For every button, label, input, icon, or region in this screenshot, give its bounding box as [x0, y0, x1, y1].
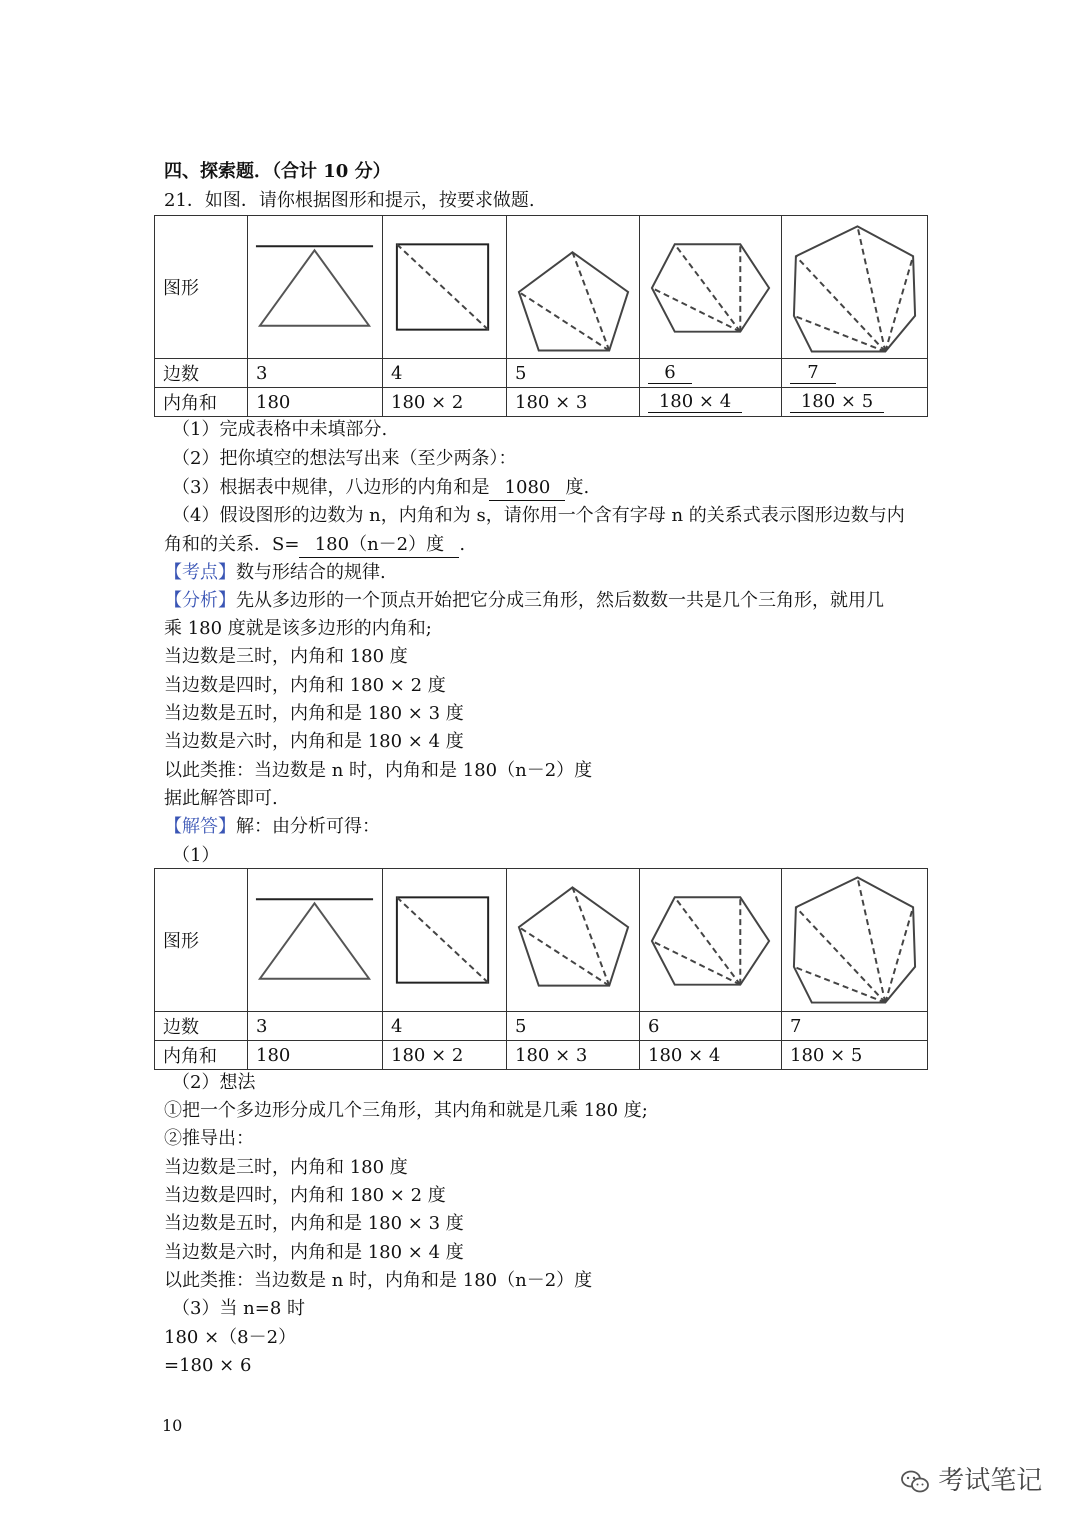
table-cell: 5	[507, 1012, 640, 1041]
table-cell: 180	[248, 388, 383, 417]
idea-1: ①把一个多边形分成几个三角形，其内角和就是几乘 180 度;	[164, 1100, 648, 1121]
table-row	[155, 216, 928, 359]
answer-blank: 6	[648, 362, 692, 384]
row-label-sides: 边数	[155, 359, 248, 388]
table-cell	[640, 359, 782, 388]
table-cell: 6	[640, 1012, 782, 1041]
analysis-line: 据此解答即可.	[164, 788, 278, 809]
kaodian-text: 数与形结合的规律.	[236, 562, 386, 583]
page-number: 10	[162, 1416, 183, 1435]
derivation-line: 当边数是五时，内角和是 180 × 3 度	[164, 1213, 464, 1234]
row-label-angle-sum: 内角和	[155, 1041, 248, 1070]
derivation-line: 当边数是三时，内角和 180 度	[164, 1157, 408, 1178]
answer-blank: 180（n－2）度	[299, 533, 459, 558]
answer-blank: 7	[790, 362, 836, 384]
fenxi-text: 先从多边形的一个顶点开始把它分成三角形，然后数数一共是几个三角形，就用几	[236, 590, 884, 611]
kaodian	[164, 561, 386, 585]
analysis-line: 以此类推：当边数是 n 时，内角和是 180（n－2）度	[164, 760, 593, 781]
section-title: 四、探索题．（合计 10 分）	[164, 161, 391, 182]
table-2	[154, 868, 928, 1070]
answer-part-2: （2）想法	[172, 1072, 256, 1093]
jieda-text: 解：由分析可得：	[236, 816, 380, 837]
heptagon-figure	[782, 869, 928, 1012]
table-row	[155, 359, 928, 388]
table-cell: 180 × 4	[640, 1041, 782, 1070]
answer-part-3: （3）当 n=8 时	[172, 1298, 306, 1319]
derivation-line: 当边数是四时，内角和 180 × 2 度	[164, 1185, 446, 1206]
triangle-figure	[248, 869, 383, 1012]
fenxi	[164, 589, 884, 613]
analysis-line: 当边数是四时，内角和 180 × 2 度	[164, 675, 446, 696]
table-1	[154, 215, 928, 417]
table-cell: 180 × 5	[782, 1041, 928, 1070]
table-cell: 180 × 2	[383, 1041, 507, 1070]
analysis-line: 当边数是六时，内角和是 180 × 4 度	[164, 731, 464, 752]
row-label-shape: 图形	[155, 869, 248, 1012]
table-cell: 5	[507, 359, 640, 388]
table-row	[155, 388, 928, 417]
row-label-shape: 图形	[155, 216, 248, 359]
table-cell: 3	[248, 1012, 383, 1041]
triangle-figure	[248, 216, 383, 359]
pentagon-figure	[507, 216, 640, 359]
heptagon-figure	[782, 216, 928, 359]
table-cell	[640, 388, 782, 417]
table-row	[155, 869, 928, 1012]
hexagon-figure	[640, 216, 782, 359]
part-4-end: .	[459, 534, 466, 555]
part-1: （1）完成表格中未填部分.	[172, 419, 388, 440]
derivation-line: 以此类推：当边数是 n 时，内角和是 180（n－2）度	[164, 1270, 593, 1291]
answer-blank: 1080	[489, 476, 565, 501]
table-cell: 180 × 3	[507, 388, 640, 417]
derivation-line: 当边数是六时，内角和是 180 × 4 度	[164, 1242, 464, 1263]
square-figure	[383, 869, 507, 1012]
watermark-text: 考试笔记	[938, 1466, 1043, 1496]
fenxi-line-2: 乘 180 度就是该多边形的内角和;	[164, 618, 432, 639]
table-cell	[782, 388, 928, 417]
table-cell: 7	[782, 1012, 928, 1041]
answer-blank: 180 × 4	[648, 391, 742, 413]
table-cell: 180	[248, 1041, 383, 1070]
table-cell: 180 × 3	[507, 1041, 640, 1070]
answer-blank: 180 × 5	[790, 391, 884, 413]
part-3-text: （3）根据表中规律，八边形的内角和是	[172, 477, 490, 498]
part-3	[172, 476, 589, 501]
square-figure	[383, 216, 507, 359]
jieda-tag: 【解答】	[164, 816, 236, 837]
wechat-icon	[900, 1469, 930, 1495]
table-row	[155, 1012, 928, 1041]
analysis-line: 当边数是三时，内角和 180 度	[164, 646, 408, 667]
hexagon-figure	[640, 869, 782, 1012]
part-4-line-2	[164, 533, 465, 558]
calc-line-1: 180 ×（8－2）	[164, 1327, 297, 1348]
watermark	[900, 1460, 1042, 1497]
part-4-text: 角和的关系．S=	[164, 534, 300, 555]
table-cell: 180 × 2	[383, 388, 507, 417]
table-cell: 4	[383, 359, 507, 388]
part-2: （2）把你填空的想法写出来（至少两条）：	[172, 448, 517, 469]
part-4-line-1: （4）假设图形的边数为 n，内角和为 s，请你用一个含有字母 n 的关系式表示图形边数与内	[172, 505, 905, 526]
jieda	[164, 815, 380, 839]
answer-part-1: （1）	[172, 845, 220, 866]
kaodian-tag: 【考点】	[164, 562, 236, 583]
calc-line-2: =180 × 6	[164, 1355, 252, 1376]
question-21: 21．如图．请你根据图形和提示，按要求做题.	[164, 190, 535, 211]
fenxi-tag: 【分析】	[164, 590, 236, 611]
row-label-angle-sum: 内角和	[155, 388, 248, 417]
idea-2: ②推导出：	[164, 1128, 254, 1149]
table-cell	[782, 359, 928, 388]
analysis-line: 当边数是五时，内角和是 180 × 3 度	[164, 703, 464, 724]
table-row	[155, 1041, 928, 1070]
row-label-sides: 边数	[155, 1012, 248, 1041]
table-cell: 4	[383, 1012, 507, 1041]
pentagon-figure	[507, 869, 640, 1012]
part-3-unit: 度.	[565, 477, 590, 498]
table-cell: 3	[248, 359, 383, 388]
